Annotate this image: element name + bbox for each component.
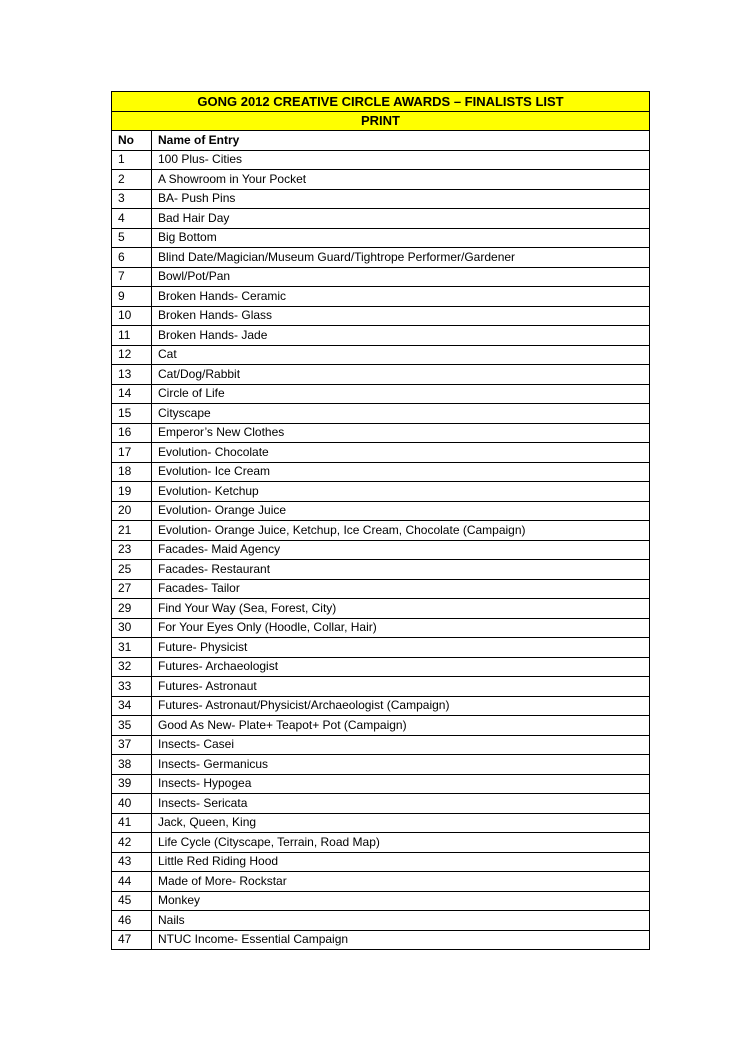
table-row bbox=[112, 560, 650, 580]
entry-name: Futures- Astronaut bbox=[152, 677, 650, 697]
entry-number: 19 bbox=[112, 482, 152, 502]
entry-name: Nails bbox=[152, 911, 650, 931]
table-row bbox=[112, 677, 650, 697]
entry-name: Jack, Queen, King bbox=[152, 813, 650, 833]
entry-name: Blind Date/Magician/Museum Guard/Tightrope Performer/Gardener bbox=[152, 248, 650, 268]
entry-name: Insects- Germanicus bbox=[152, 755, 650, 775]
entry-name: Broken Hands- Jade bbox=[152, 326, 650, 346]
entry-number: 47 bbox=[112, 930, 152, 950]
table-row bbox=[112, 794, 650, 814]
entry-name: Good As New- Plate+ Teapot+ Pot (Campaign) bbox=[152, 716, 650, 736]
table-row bbox=[112, 345, 650, 365]
entry-number: 45 bbox=[112, 891, 152, 911]
entry-name: Find Your Way (Sea, Forest, City) bbox=[152, 599, 650, 619]
entry-number: 35 bbox=[112, 716, 152, 736]
column-header-row bbox=[112, 131, 650, 151]
entry-name: Evolution- Chocolate bbox=[152, 443, 650, 463]
entry-number: 5 bbox=[112, 228, 152, 248]
entry-name: Insects- Sericata bbox=[152, 794, 650, 814]
entry-name: Evolution- Orange Juice, Ketchup, Ice Cream, Chocolate (Campaign) bbox=[152, 521, 650, 541]
entry-name: Future- Physicist bbox=[152, 638, 650, 658]
entry-number: 46 bbox=[112, 911, 152, 931]
table-row bbox=[112, 599, 650, 619]
column-header-name: Name of Entry bbox=[152, 131, 650, 151]
table-row bbox=[112, 462, 650, 482]
table-row bbox=[112, 384, 650, 404]
table-row bbox=[112, 404, 650, 424]
entry-number: 33 bbox=[112, 677, 152, 697]
entry-number: 43 bbox=[112, 852, 152, 872]
table-row bbox=[112, 696, 650, 716]
entry-number: 29 bbox=[112, 599, 152, 619]
entry-number: 2 bbox=[112, 170, 152, 190]
entry-number: 40 bbox=[112, 794, 152, 814]
entry-number: 12 bbox=[112, 345, 152, 365]
table-row bbox=[112, 443, 650, 463]
entry-name: Futures- Archaeologist bbox=[152, 657, 650, 677]
entry-name: Cat bbox=[152, 345, 650, 365]
entry-number: 7 bbox=[112, 267, 152, 287]
entry-number: 37 bbox=[112, 735, 152, 755]
table-row bbox=[112, 755, 650, 775]
entry-name: Futures- Astronaut/Physicist/Archaeologist (Campaign) bbox=[152, 696, 650, 716]
entry-number: 4 bbox=[112, 209, 152, 229]
table-row bbox=[112, 287, 650, 307]
entry-number: 6 bbox=[112, 248, 152, 268]
entry-name: Insects- Hypogea bbox=[152, 774, 650, 794]
entry-name: Cityscape bbox=[152, 404, 650, 424]
table-row bbox=[112, 521, 650, 541]
entry-name: NTUC Income- Essential Campaign bbox=[152, 930, 650, 950]
table-row bbox=[112, 423, 650, 443]
table-row bbox=[112, 618, 650, 638]
table-row bbox=[112, 638, 650, 658]
table-row bbox=[112, 150, 650, 170]
entry-number: 13 bbox=[112, 365, 152, 385]
table-row bbox=[112, 774, 650, 794]
entry-number: 14 bbox=[112, 384, 152, 404]
entry-name: Evolution- Ketchup bbox=[152, 482, 650, 502]
entry-name: Broken Hands- Glass bbox=[152, 306, 650, 326]
table-row bbox=[112, 852, 650, 872]
entry-number: 9 bbox=[112, 287, 152, 307]
table-row bbox=[112, 657, 650, 677]
table-body bbox=[112, 150, 650, 950]
table-row bbox=[112, 579, 650, 599]
entry-name: Bowl/Pot/Pan bbox=[152, 267, 650, 287]
table-row bbox=[112, 228, 650, 248]
entry-number: 11 bbox=[112, 326, 152, 346]
table-row bbox=[112, 833, 650, 853]
entry-name: Big Bottom bbox=[152, 228, 650, 248]
entry-number: 25 bbox=[112, 560, 152, 580]
entry-name: Monkey bbox=[152, 891, 650, 911]
table-row bbox=[112, 891, 650, 911]
entry-name: Life Cycle (Cityscape, Terrain, Road Map) bbox=[152, 833, 650, 853]
entry-name: Evolution- Ice Cream bbox=[152, 462, 650, 482]
table-row bbox=[112, 716, 650, 736]
finalists-table bbox=[111, 91, 650, 950]
entry-number: 41 bbox=[112, 813, 152, 833]
entry-name: Circle of Life bbox=[152, 384, 650, 404]
table-row bbox=[112, 482, 650, 502]
table-row bbox=[112, 930, 650, 950]
table-row bbox=[112, 209, 650, 229]
category-row bbox=[112, 111, 650, 131]
entry-name: Made of More- Rockstar bbox=[152, 872, 650, 892]
table-row bbox=[112, 170, 650, 190]
entry-number: 27 bbox=[112, 579, 152, 599]
entry-number: 17 bbox=[112, 443, 152, 463]
entry-number: 31 bbox=[112, 638, 152, 658]
entry-name: Cat/Dog/Rabbit bbox=[152, 365, 650, 385]
entry-name: Broken Hands- Ceramic bbox=[152, 287, 650, 307]
entry-name: Bad Hair Day bbox=[152, 209, 650, 229]
category-title: PRINT bbox=[112, 111, 650, 131]
entry-name: Evolution- Orange Juice bbox=[152, 501, 650, 521]
entry-name: For Your Eyes Only (Hoodle, Collar, Hair) bbox=[152, 618, 650, 638]
column-header-no: No bbox=[112, 131, 152, 151]
entry-number: 38 bbox=[112, 755, 152, 775]
table-row bbox=[112, 540, 650, 560]
entry-number: 34 bbox=[112, 696, 152, 716]
table-row bbox=[112, 501, 650, 521]
entry-number: 44 bbox=[112, 872, 152, 892]
entry-name: 100 Plus- Cities bbox=[152, 150, 650, 170]
entry-name: Facades- Restaurant bbox=[152, 560, 650, 580]
table-row bbox=[112, 813, 650, 833]
entry-name: Facades- Tailor bbox=[152, 579, 650, 599]
table-row bbox=[112, 911, 650, 931]
entry-number: 39 bbox=[112, 774, 152, 794]
entry-name: Little Red Riding Hood bbox=[152, 852, 650, 872]
entry-number: 1 bbox=[112, 150, 152, 170]
entry-number: 21 bbox=[112, 521, 152, 541]
title-row bbox=[112, 92, 650, 112]
document-title: GONG 2012 CREATIVE CIRCLE AWARDS – FINALISTS LIST bbox=[112, 92, 650, 112]
entry-number: 20 bbox=[112, 501, 152, 521]
table-row bbox=[112, 872, 650, 892]
entry-number: 10 bbox=[112, 306, 152, 326]
entry-name: Facades- Maid Agency bbox=[152, 540, 650, 560]
entry-number: 42 bbox=[112, 833, 152, 853]
entry-name: A Showroom in Your Pocket bbox=[152, 170, 650, 190]
table-row bbox=[112, 735, 650, 755]
entry-number: 32 bbox=[112, 657, 152, 677]
table-row bbox=[112, 248, 650, 268]
table-row bbox=[112, 267, 650, 287]
entry-name: Insects- Casei bbox=[152, 735, 650, 755]
entry-name: BA- Push Pins bbox=[152, 189, 650, 209]
entry-number: 15 bbox=[112, 404, 152, 424]
entry-number: 18 bbox=[112, 462, 152, 482]
table-row bbox=[112, 326, 650, 346]
entry-number: 3 bbox=[112, 189, 152, 209]
entry-number: 16 bbox=[112, 423, 152, 443]
entry-name: Emperor’s New Clothes bbox=[152, 423, 650, 443]
entry-number: 23 bbox=[112, 540, 152, 560]
table-row bbox=[112, 189, 650, 209]
table-row bbox=[112, 365, 650, 385]
table-row bbox=[112, 306, 650, 326]
entry-number: 30 bbox=[112, 618, 152, 638]
